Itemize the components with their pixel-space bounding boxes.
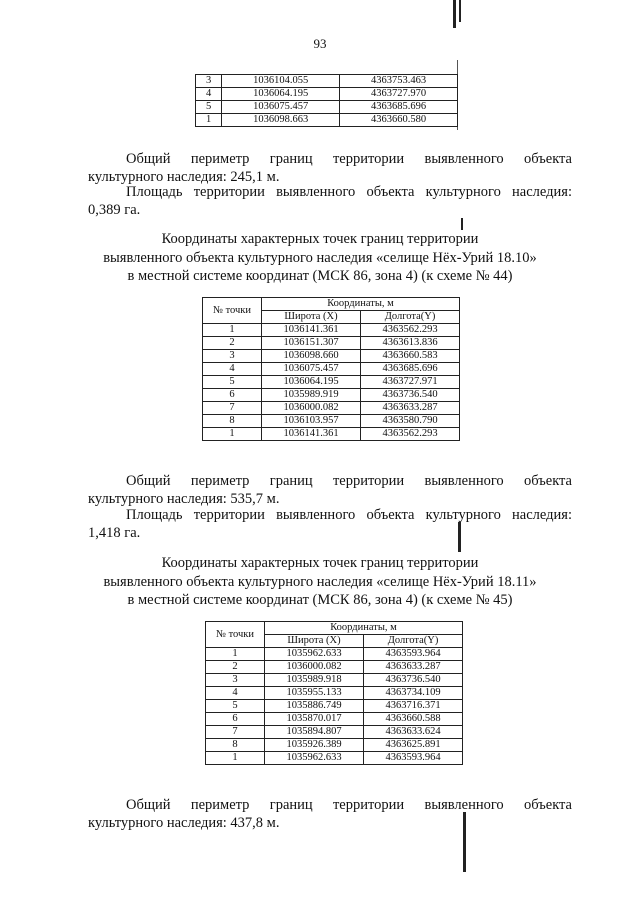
table-row	[203, 363, 460, 376]
latitude-cell: 1035894.807	[265, 726, 364, 739]
longitude-cell: 4363633.287	[364, 661, 463, 674]
area-line: Площадь территории выявленного объекта культурного наследия:	[126, 507, 572, 523]
point-number-cell: 2	[203, 337, 262, 350]
latitude-cell: 1036098.660	[262, 350, 361, 363]
heading-line: выявленного объекта культурного наследия «селище Нёх-Урий 18.11»	[103, 573, 537, 590]
col-header-coords: Координаты, м	[262, 298, 460, 311]
col-header-lat: Широта (X)	[262, 311, 361, 324]
latitude-cell: 1036103.957	[262, 415, 361, 428]
longitude-cell: 4363633.287	[361, 402, 460, 415]
latitude-cell: 1035962.633	[265, 648, 364, 661]
area-line: 1,418 га.	[88, 525, 141, 541]
table-row	[206, 687, 463, 700]
col-header-point: № точки	[206, 622, 265, 648]
col-header-lon: Долгота(Y)	[361, 311, 460, 324]
page-number: 93	[313, 36, 327, 51]
perimeter-line: культурного наследия: 535,7 м.	[88, 491, 280, 507]
coordinates-table-continuation	[195, 74, 458, 127]
scan-mark-top-2	[459, 0, 461, 22]
col-header-coords: Координаты, м	[265, 622, 463, 635]
latitude-cell: 1035955.133	[265, 687, 364, 700]
point-number-cell: 3	[203, 350, 262, 363]
heading-line: выявленного объекта культурного наследия «селище Нёх-Урий 18.10»	[103, 249, 537, 266]
longitude-cell: 4363685.696	[340, 101, 458, 114]
point-number-cell: 6	[206, 713, 265, 726]
point-number-cell: 7	[206, 726, 265, 739]
longitude-cell: 4363625.891	[364, 739, 463, 752]
table-row	[203, 337, 460, 350]
heading-line: в местной системе координат (МСК 86, зона 4) (к схеме № 45)	[127, 592, 513, 608]
perimeter-line: Общий периметр границ территории выявленного объекта	[126, 151, 572, 167]
area-line: 0,389 га.	[88, 202, 141, 218]
area-paragraph-2	[88, 506, 572, 542]
longitude-cell: 4363753.463	[340, 75, 458, 88]
longitude-cell: 4363727.970	[340, 88, 458, 101]
latitude-cell: 1035989.919	[262, 389, 361, 402]
col-header-lat: Широта (X)	[265, 635, 364, 648]
area-line: Площадь территории выявленного объекта культурного наследия:	[126, 184, 572, 200]
point-number-cell: 4	[196, 88, 222, 101]
table-row	[206, 726, 463, 739]
longitude-cell: 4363593.964	[364, 648, 463, 661]
point-number-cell: 4	[203, 363, 262, 376]
heading-line: Координаты характерных точек границ территории	[161, 231, 479, 247]
table-row	[206, 739, 463, 752]
table-row	[196, 88, 458, 101]
latitude-cell: 1035989.918	[265, 674, 364, 687]
table-row	[203, 428, 460, 441]
table-row	[196, 114, 458, 127]
latitude-cell: 1036151.307	[262, 337, 361, 350]
latitude-cell: 1036000.082	[262, 402, 361, 415]
point-number-cell: 5	[206, 700, 265, 713]
table-row	[196, 75, 458, 88]
longitude-cell: 4363660.580	[340, 114, 458, 127]
point-number-cell: 1	[196, 114, 222, 127]
longitude-cell: 4363613.836	[361, 337, 460, 350]
perimeter-paragraph-3	[88, 796, 572, 832]
longitude-cell: 4363685.696	[361, 363, 460, 376]
heading-line: в местной системе координат (МСК 86, зона 4) (к схеме № 44)	[127, 268, 513, 284]
latitude-cell: 1035886.749	[265, 700, 364, 713]
point-number-cell: 1	[206, 752, 265, 765]
col-header-point: № точки	[203, 298, 262, 324]
longitude-cell: 4363734.109	[364, 687, 463, 700]
point-number-cell: 8	[206, 739, 265, 752]
table-row	[206, 752, 463, 765]
longitude-cell: 4363727.971	[361, 376, 460, 389]
longitude-cell: 4363562.293	[361, 428, 460, 441]
latitude-cell: 1035962.633	[265, 752, 364, 765]
point-number-cell: 1	[203, 324, 262, 337]
perimeter-line: культурного наследия: 437,8 м.	[88, 815, 280, 831]
point-number-cell: 6	[203, 389, 262, 402]
section-heading-18-10	[60, 230, 580, 286]
point-number-cell: 3	[206, 674, 265, 687]
table-row	[203, 402, 460, 415]
table-row	[206, 713, 463, 726]
col-header-lon: Долгота(Y)	[364, 635, 463, 648]
perimeter-paragraph-1	[88, 150, 572, 186]
scan-mark-top	[453, 0, 456, 28]
latitude-cell: 1036075.457	[262, 363, 361, 376]
table-row	[203, 376, 460, 389]
latitude-cell: 1035870.017	[265, 713, 364, 726]
point-number-cell: 2	[206, 661, 265, 674]
table-row	[206, 661, 463, 674]
latitude-cell: 1035926.389	[265, 739, 364, 752]
latitude-cell: 1036104.055	[222, 75, 340, 88]
longitude-cell: 4363593.964	[364, 752, 463, 765]
point-number-cell: 4	[206, 687, 265, 700]
latitude-cell: 1036141.361	[262, 324, 361, 337]
table-row	[206, 674, 463, 687]
longitude-cell: 4363736.540	[364, 674, 463, 687]
point-number-cell: 5	[203, 376, 262, 389]
longitude-cell: 4363660.588	[364, 713, 463, 726]
point-number-cell: 8	[203, 415, 262, 428]
longitude-cell: 4363580.790	[361, 415, 460, 428]
table-row	[196, 101, 458, 114]
latitude-cell: 1036000.082	[265, 661, 364, 674]
table-row	[203, 324, 460, 337]
coordinates-table-18-11	[205, 621, 463, 765]
table-row	[203, 350, 460, 363]
latitude-cell: 1036098.663	[222, 114, 340, 127]
coordinates-table-18-10	[202, 297, 460, 441]
table-row	[206, 700, 463, 713]
point-number-cell: 3	[196, 75, 222, 88]
latitude-cell: 1036064.195	[262, 376, 361, 389]
area-paragraph-1	[88, 183, 572, 219]
section-heading-18-11	[60, 554, 580, 610]
point-number-cell: 7	[203, 402, 262, 415]
point-number-cell: 1	[206, 648, 265, 661]
table-row	[206, 648, 463, 661]
latitude-cell: 1036075.457	[222, 101, 340, 114]
heading-line: Координаты характерных точек границ территории	[161, 555, 479, 571]
table-row	[203, 415, 460, 428]
longitude-cell: 4363716.371	[364, 700, 463, 713]
latitude-cell: 1036141.361	[262, 428, 361, 441]
point-number-cell: 5	[196, 101, 222, 114]
point-number-cell: 1	[203, 428, 262, 441]
table-row	[203, 389, 460, 402]
longitude-cell: 4363633.624	[364, 726, 463, 739]
perimeter-paragraph-2	[88, 472, 572, 508]
longitude-cell: 4363736.540	[361, 389, 460, 402]
latitude-cell: 1036064.195	[222, 88, 340, 101]
perimeter-line: Общий периметр границ территории выявленного объекта	[126, 797, 572, 813]
longitude-cell: 4363660.583	[361, 350, 460, 363]
perimeter-line: культурного наследия: 245,1 м.	[88, 169, 280, 185]
longitude-cell: 4363562.293	[361, 324, 460, 337]
perimeter-line: Общий периметр границ территории выявленного объекта	[126, 473, 572, 489]
scan-mark-mid	[461, 218, 463, 230]
